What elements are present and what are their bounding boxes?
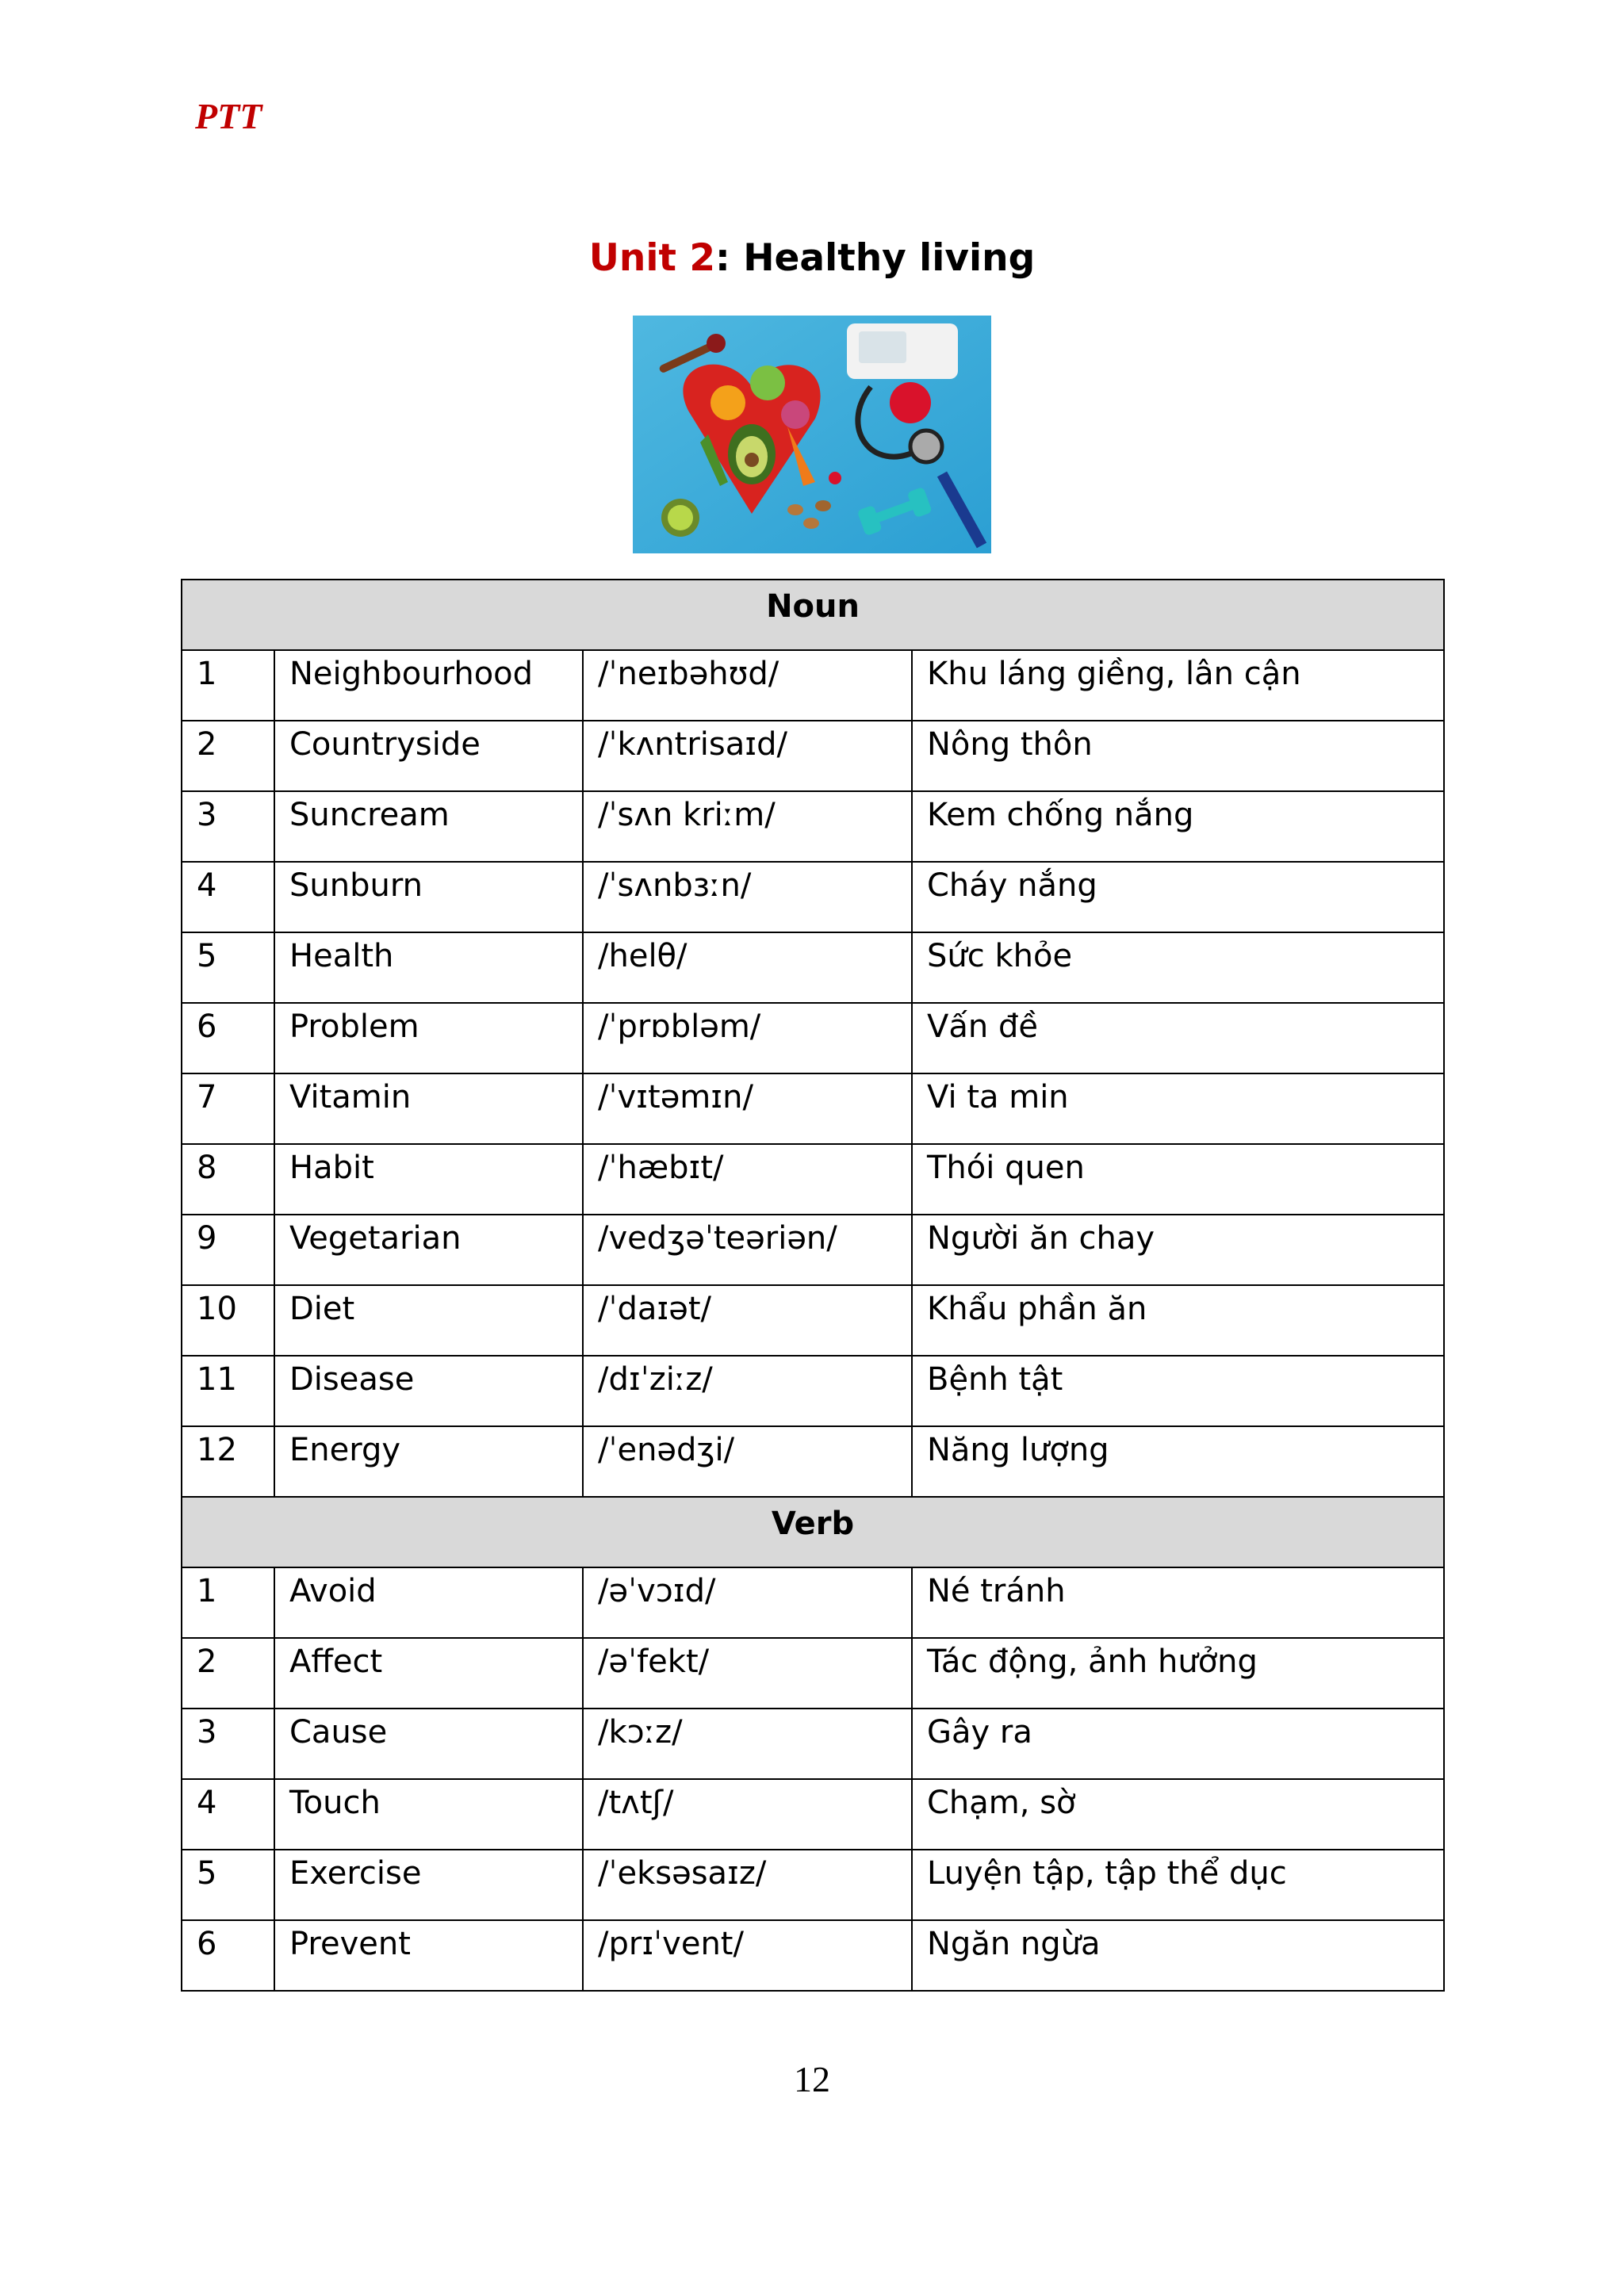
section-header-row <box>182 1497 1444 1567</box>
word-cell: Suncream <box>274 791 583 862</box>
table-row <box>182 862 1444 932</box>
meaning-cell: Ngăn ngừa <box>912 1920 1444 1991</box>
row-number: 5 <box>182 932 274 1003</box>
word-cell: Sunburn <box>274 862 583 932</box>
table-row <box>182 932 1444 1003</box>
meaning-cell: Kem chống nắng <box>912 791 1444 862</box>
table-row <box>182 1003 1444 1073</box>
meaning-cell: Né tránh <box>912 1567 1444 1638</box>
ipa-cell: /ˈhæbɪt/ <box>583 1144 912 1215</box>
meaning-cell: Luyện tập, tập thể dục <box>912 1850 1444 1920</box>
meaning-cell: Vấn đề <box>912 1003 1444 1073</box>
ipa-cell: /ˈprɒbləm/ <box>583 1003 912 1073</box>
word-cell: Energy <box>274 1426 583 1497</box>
row-number: 2 <box>182 1638 274 1709</box>
meaning-cell: Sức khỏe <box>912 932 1444 1003</box>
ipa-cell: /ˈenədʒi/ <box>583 1426 912 1497</box>
meaning-cell: Chạm, sờ <box>912 1779 1444 1850</box>
meaning-cell: Thói quen <box>912 1144 1444 1215</box>
page-title <box>0 236 1624 280</box>
row-number: 11 <box>182 1356 274 1426</box>
table-row <box>182 1285 1444 1356</box>
word-cell: Problem <box>274 1003 583 1073</box>
row-number: 7 <box>182 1073 274 1144</box>
row-number: 3 <box>182 1709 274 1779</box>
meaning-cell: Gây ra <box>912 1709 1444 1779</box>
table-row <box>182 791 1444 862</box>
meaning-cell: Vi ta min <box>912 1073 1444 1144</box>
table-row <box>182 1920 1444 1991</box>
header-mark: PTT <box>195 96 262 136</box>
word-cell: Affect <box>274 1638 583 1709</box>
meaning-cell: Khu láng giềng, lân cận <box>912 650 1444 721</box>
title-text: : Healthy living <box>715 236 1036 280</box>
table-row <box>182 1144 1444 1215</box>
word-cell: Exercise <box>274 1850 583 1920</box>
table-row <box>182 1779 1444 1850</box>
table-row <box>182 1567 1444 1638</box>
word-cell: Health <box>274 932 583 1003</box>
word-cell: Touch <box>274 1779 583 1850</box>
row-number: 4 <box>182 1779 274 1850</box>
ipa-cell: /tʌtʃ/ <box>583 1779 912 1850</box>
row-number: 6 <box>182 1003 274 1073</box>
ipa-cell: /ˈdaɪət/ <box>583 1285 912 1356</box>
meaning-cell: Cháy nắng <box>912 862 1444 932</box>
ipa-cell: /ˈsʌnbɜːn/ <box>583 862 912 932</box>
section-header-row <box>182 580 1444 650</box>
ipa-cell: /kɔːz/ <box>583 1709 912 1779</box>
table-row <box>182 650 1444 721</box>
ipa-cell: /dɪˈziːz/ <box>583 1356 912 1426</box>
word-cell: Avoid <box>274 1567 583 1638</box>
table-row <box>182 1850 1444 1920</box>
table-row <box>182 1356 1444 1426</box>
row-number: 9 <box>182 1215 274 1285</box>
page-number: 12 <box>794 2059 830 2099</box>
vocabulary-table <box>181 579 1445 1992</box>
row-number: 8 <box>182 1144 274 1215</box>
ipa-cell: /ˈeksəsaɪz/ <box>583 1850 912 1920</box>
ipa-cell: /helθ/ <box>583 932 912 1003</box>
ipa-cell: /əˈvɔɪd/ <box>583 1567 912 1638</box>
ipa-cell: /ˈneɪbəhʊd/ <box>583 650 912 721</box>
ipa-cell: /əˈfekt/ <box>583 1638 912 1709</box>
word-cell: Vitamin <box>274 1073 583 1144</box>
word-cell: Prevent <box>274 1920 583 1991</box>
row-number: 5 <box>182 1850 274 1920</box>
ipa-cell: /ˈkʌntrisaɪd/ <box>583 721 912 791</box>
meaning-cell: Năng lượng <box>912 1426 1444 1497</box>
meaning-cell: Khẩu phần ăn <box>912 1285 1444 1356</box>
row-number: 10 <box>182 1285 274 1356</box>
table-row <box>182 1426 1444 1497</box>
row-number: 4 <box>182 862 274 932</box>
row-number: 1 <box>182 1567 274 1638</box>
section-heading: Verb <box>182 1497 1444 1567</box>
row-number: 2 <box>182 721 274 791</box>
word-cell: Countryside <box>274 721 583 791</box>
meaning-cell: Bệnh tật <box>912 1356 1444 1426</box>
unit-label: Unit 2 <box>588 236 716 280</box>
word-cell: Cause <box>274 1709 583 1779</box>
table-row <box>182 721 1444 791</box>
ipa-cell: /ˈsʌn kriːm/ <box>583 791 912 862</box>
word-cell: Diet <box>274 1285 583 1356</box>
ipa-cell: /ˈvɪtəmɪn/ <box>583 1073 912 1144</box>
meaning-cell: Nông thôn <box>912 721 1444 791</box>
section-heading: Noun <box>182 580 1444 650</box>
table-row <box>182 1073 1444 1144</box>
row-number: 3 <box>182 791 274 862</box>
row-number: 6 <box>182 1920 274 1991</box>
word-cell: Habit <box>274 1144 583 1215</box>
table-row <box>182 1709 1444 1779</box>
ipa-cell: /prɪˈvent/ <box>583 1920 912 1991</box>
healthy-food-fitness-illustration <box>633 316 991 553</box>
meaning-cell: Người ăn chay <box>912 1215 1444 1285</box>
table-row <box>182 1638 1444 1709</box>
row-number: 1 <box>182 650 274 721</box>
word-cell: Disease <box>274 1356 583 1426</box>
word-cell: Neighbourhood <box>274 650 583 721</box>
meaning-cell: Tác động, ảnh hưởng <box>912 1638 1444 1709</box>
table-row <box>182 1215 1444 1285</box>
row-number: 12 <box>182 1426 274 1497</box>
word-cell: Vegetarian <box>274 1215 583 1285</box>
heart-icon <box>890 382 931 423</box>
ipa-cell: /vedʒəˈteəriən/ <box>583 1215 912 1285</box>
